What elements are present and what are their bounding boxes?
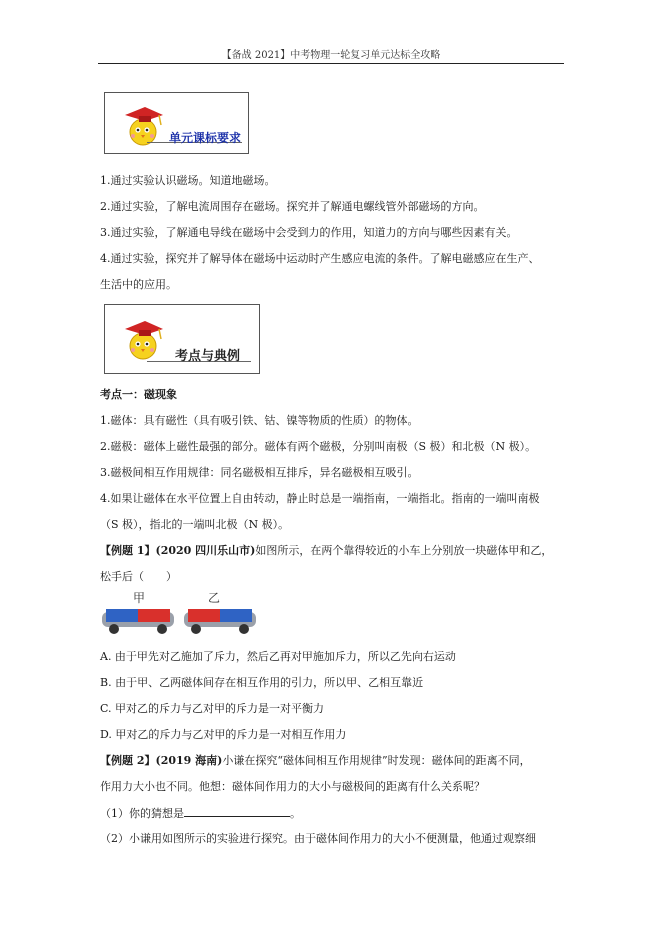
example-2-tag: 【例题 2】(2019 海南) [100,754,223,767]
requirement-4: 4.通过实验，探究并了解导体在磁场中运动时产生感应电流的条件。了解电磁感应在生产、 [100,252,540,265]
example-2-question-2: （2）小谦用如图所示的实验进行探究。由于磁体间作用力的大小不便测量，他通过观察细 [100,832,536,845]
example-1-option-c: C. 甲对乙的斥力与乙对甲的斥力是一对平衡力 [100,702,325,715]
mascot-graduation-chick-icon [119,315,169,365]
header-rule [98,63,564,64]
example-2-text: 小谦在探究“磁体间相互作用规律”时发现：磁体间的距离不同， [222,754,531,767]
example-1-option-b: B. 由于甲、乙两磁体间存在相互作用的引力，所以甲、乙相互靠近 [100,676,424,689]
example-1-stem-cont: 松手后（ ） [100,570,177,583]
example-1-option-a: A. 由于甲先对乙施加了斥力，然后乙再对甲施加斥力，所以乙先向右运动 [100,650,456,663]
requirement-2: 2.通过实验，了解电流周围存在磁场。探究并了解通电螺线管外部磁场的方向。 [100,200,485,213]
car-jia [102,609,174,634]
topic-1-point-1: 1.磁体：具有磁性（具有吸引铁、钴、镍等物质的性质）的物体。 [100,414,419,427]
example-1-stem [100,544,570,558]
question-1-prefix: （1）你的猜想是 [100,807,184,820]
banner-title: 单元课标要求 [169,131,242,145]
car-label-jia: 甲 [133,591,146,605]
banner-unit-requirements [104,92,249,154]
topic-1-point-2: 2.磁极：磁体上磁性最强的部分。磁体有两个磁极，分别叫南极（S 极）和北极（N 极）。 [100,440,537,453]
example-1-tag: 【例题 1】(2020 四川乐山市) [100,544,256,557]
example-2-question-1 [100,806,570,821]
car-label-yi: 乙 [208,591,221,605]
requirement-3: 3.通过实验，了解通电导线在磁场中会受到力的作用，知道力的方向与哪些因素有关。 [100,226,518,239]
example-1-text: 如图所示，在两个靠得较近的小车上分别放一块磁体甲和乙， [255,544,553,557]
car-yi [184,609,256,634]
example-2-stem-cont: 作用力大小也不同。他想：磁体间作用力的大小与磁极间的距离有什么关系呢？ [100,780,485,793]
banner-points-examples [104,304,260,374]
answer-blank [184,806,290,817]
topic-1-point-4-cont: （S 极），指北的一端叫北极（N 极）。 [100,518,290,531]
topic-1-title: 考点一：磁现象 [100,388,177,401]
requirement-4-cont: 生活中的应用。 [100,278,177,291]
example-2-stem [100,754,570,768]
question-1-suffix: 。 [290,807,301,820]
mascot-graduation-chick-icon [119,101,169,151]
page-header: 【备战 2021】中考物理一轮复习单元达标全攻略 [221,50,441,61]
magnet-cars-figure [100,588,265,642]
topic-1-point-4: 4.如果让磁体在水平位置上自由转动，静止时总是一端指南，一端指北。指南的一端叫南极 [100,492,540,505]
requirement-1: 1.通过实验认识磁场。知道地磁场。 [100,174,276,187]
topic-1-point-3: 3.磁极间相互作用规律：同名磁极相互排斥，异名磁极相互吸引。 [100,466,419,479]
banner-title: 考点与典例 [175,349,241,364]
example-1-option-d: D. 甲对乙的斥力与乙对甲的斥力是一对相互作用力 [100,728,347,741]
